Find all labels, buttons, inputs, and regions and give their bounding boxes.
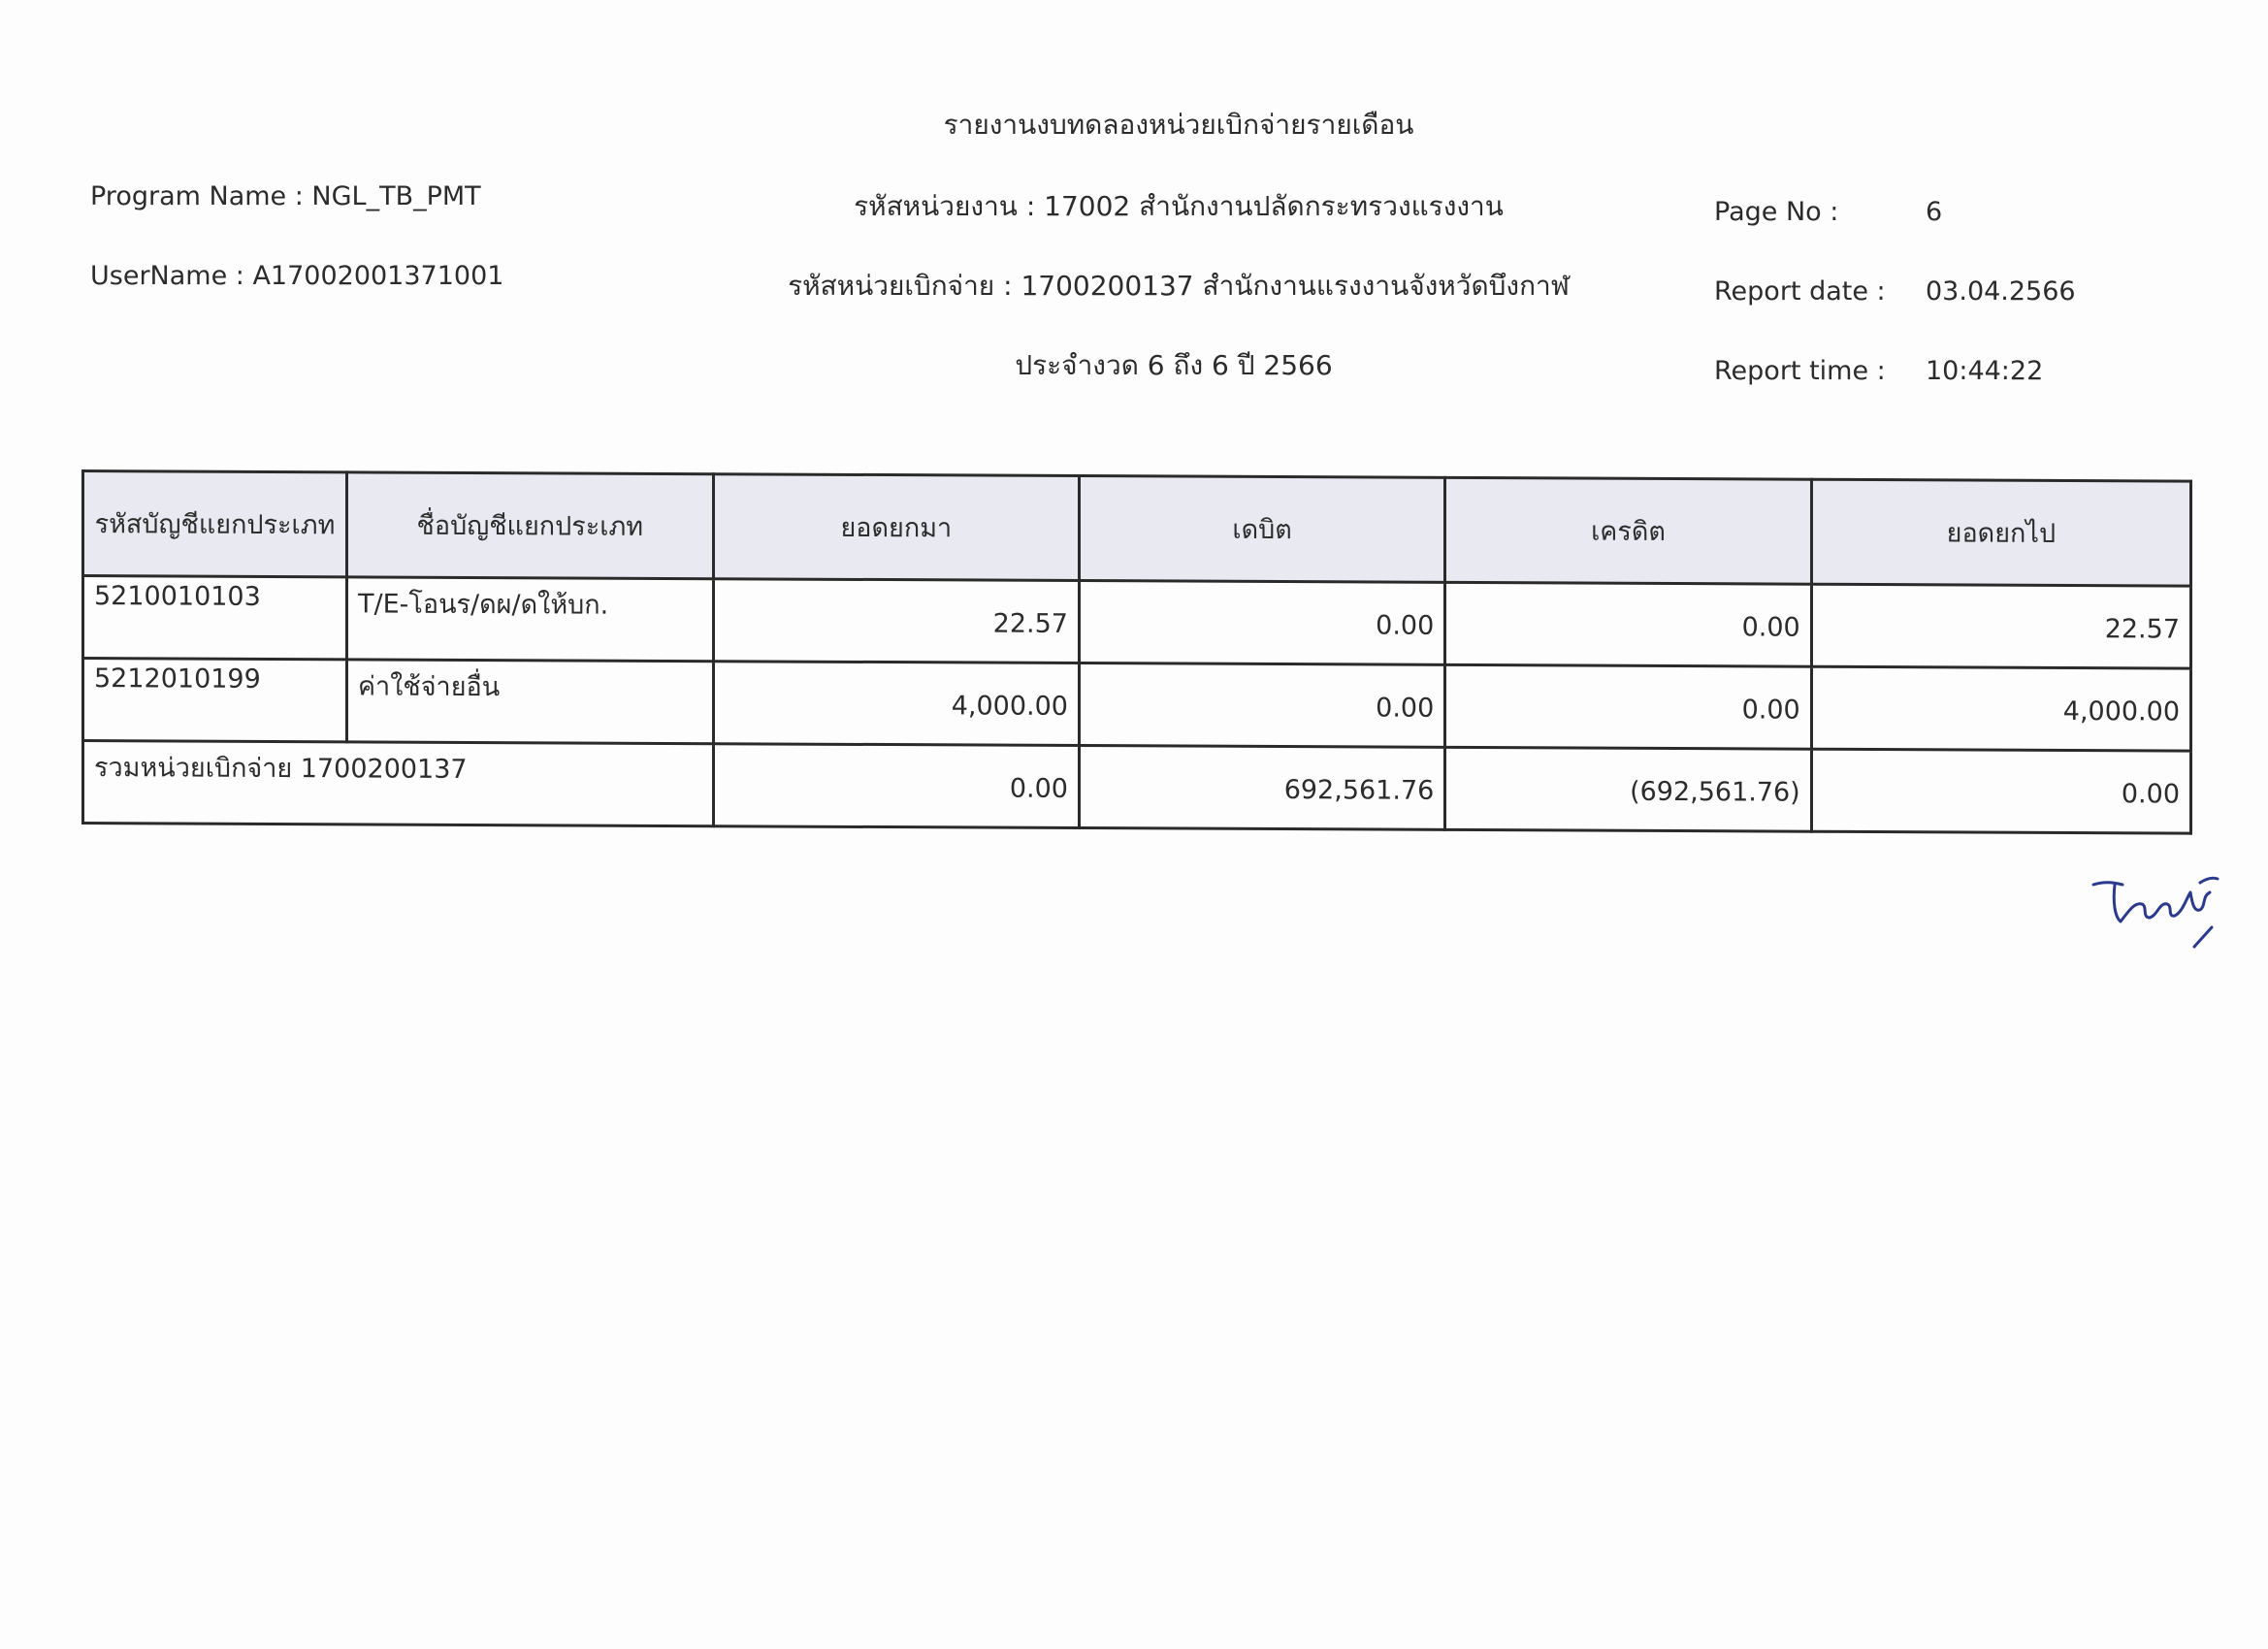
column-header-debit: เดบิต [1079, 476, 1444, 583]
report-time-label: Report time : [1714, 356, 1886, 386]
debit-cell: 0.00 [1079, 581, 1444, 665]
column-header-account-name: ชื่อบัญชีแยกประเภท [346, 472, 713, 579]
program-name: Program Name : NGL_TB_PMT [90, 181, 481, 211]
report-title: รายงานงบทดลองหน่วยเบิกจ่ายรายเดือน [943, 109, 1414, 141]
debit-cell: 0.00 [1079, 663, 1444, 748]
page-no-value: 6 [1926, 197, 1943, 227]
trial-balance-table [81, 469, 2192, 835]
account-name-cell: T/E-โอนร/ดผ/ดให้บก. [346, 577, 713, 662]
username: UserName : A17002001371001 [90, 261, 504, 291]
total-brought-forward-cell: 0.00 [713, 744, 1079, 828]
report-time-value: 10:44:22 [1926, 356, 2044, 386]
disbursement-unit-line: รหัสหน่วยเบิกจ่าย : 1700200137 สำนักงานแรงงานจังหวัดบึงกาฬ [788, 270, 1570, 302]
carried-forward-cell: 22.57 [1811, 584, 2190, 668]
column-header-carried-forward: ยอดยกไป [1811, 479, 2190, 586]
agency-line: รหัสหน่วยงาน : 17002 สำนักงานปลัดกระทรวงแรงงาน [854, 190, 1504, 222]
signature-stroke [2093, 878, 2218, 947]
account-code-cell: 5212010199 [83, 659, 347, 742]
column-header-credit: เครดิต [1445, 477, 1811, 584]
total-debit-cell: 692,561.76 [1079, 746, 1444, 830]
report-date-value: 03.04.2566 [1926, 276, 2076, 307]
handwritten-signature [2086, 863, 2231, 951]
carried-forward-cell: 4,000.00 [1811, 666, 2190, 751]
total-label-cell: รวมหน่วยเบิกจ่าย 1700200137 [83, 741, 714, 826]
total-carried-forward-cell: 0.00 [1811, 749, 2190, 833]
period-line: ประจำงวด 6 ถึง 6 ปี 2566 [1015, 349, 1333, 381]
report-date-label: Report date : [1714, 276, 1886, 307]
table-total-row [83, 741, 2191, 834]
page-no-label: Page No : [1714, 197, 1839, 227]
credit-cell: 0.00 [1445, 664, 1811, 749]
table-row [83, 659, 2191, 752]
column-header-account-code: รหัสบัญชีแยกประเภท [83, 471, 347, 577]
brought-forward-cell: 22.57 [713, 579, 1079, 663]
account-code-cell: 5210010103 [83, 576, 347, 660]
account-name-cell: ค่าใช้จ่ายอื่น [346, 660, 713, 744]
brought-forward-cell: 4,000.00 [713, 662, 1079, 746]
column-header-brought-forward: ยอดยกมา [713, 474, 1079, 581]
table-header-row [83, 471, 2191, 587]
credit-cell: 0.00 [1445, 582, 1811, 666]
table-row [83, 576, 2191, 669]
total-credit-cell: (692,561.76) [1445, 747, 1811, 831]
